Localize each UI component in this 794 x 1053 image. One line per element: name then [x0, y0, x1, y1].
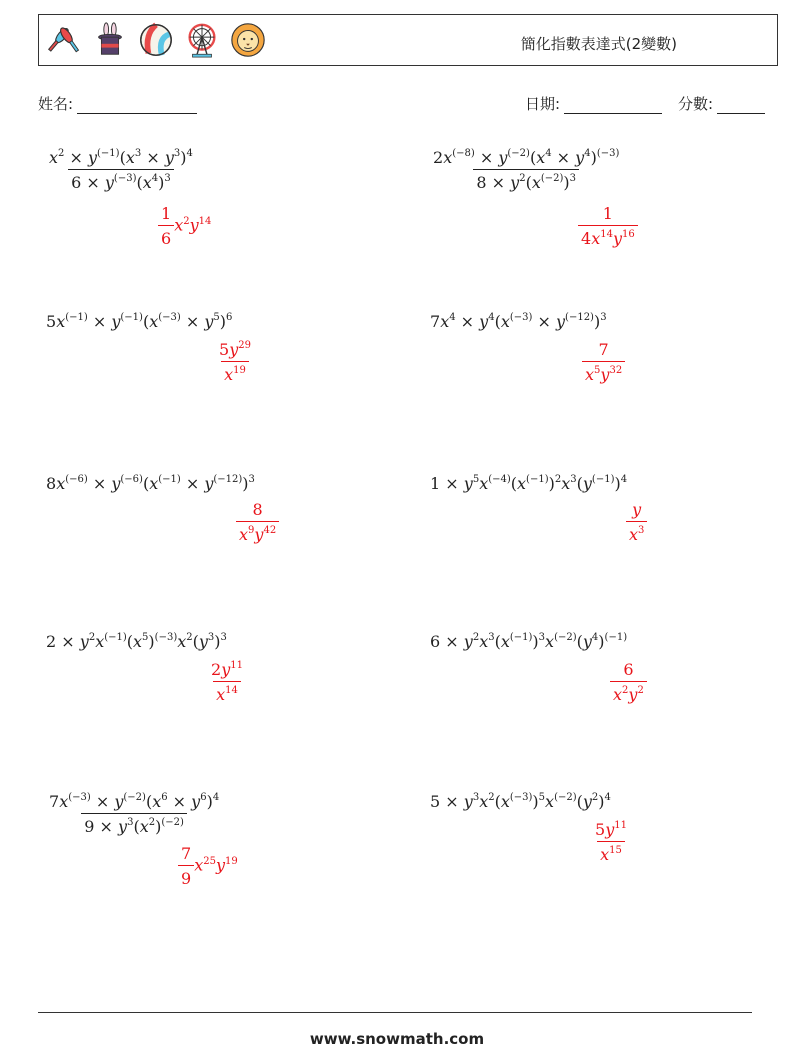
magic-hat-rabbit-icon — [91, 21, 129, 59]
answer-8: $\frac{6}{x^2y^2}$ — [610, 660, 647, 704]
answer-4: $\frac{7}{x^5y^{32}}$ — [582, 340, 625, 384]
problem-8: $6 \times y^2x^3(x^{(-1)})^3x^{(-2)}(y^4)^{(-1)}$ — [430, 632, 628, 651]
score-field — [678, 93, 765, 114]
problem-2: $\frac{2x^{(-8)} \times y^{(-2)}(x^4 \times y^4)^{(-3)}}{8 \times y^2(x^{(-2)})^3}$ — [433, 148, 620, 192]
name-field — [38, 93, 197, 114]
name-blank[interactable] — [77, 99, 197, 114]
worksheet-title: 簡化指數表達式(2變數) — [520, 35, 677, 53]
footer-url[interactable]: www.snowmath.com — [309, 1030, 485, 1048]
problem-5: $8x^{(-6)} \times y^{(-6)}(x^{(-1)} \times y^{(-12)})^3$ — [46, 474, 255, 493]
problem-4: $7x^4 \times y^4(x^{(-3)} \times y^{(-12)})^3$ — [430, 312, 607, 331]
lion-icon — [229, 21, 267, 59]
answer-10: $\frac{5y^{11}}{x^{15}}$ — [595, 820, 627, 864]
problem-6: $1 \times y^5x^{(-4)}(x^{(-1)})^2x^3(y^{(-1)})^4$ — [430, 474, 628, 493]
juggling-clubs-icon — [45, 21, 83, 59]
problem-7: $2 \times y^2x^{(-1)}(x^5)^{(-3)}x^2(y^3)^3$ — [46, 632, 227, 651]
header-icons — [45, 21, 267, 59]
answer-9: $\frac{7}{9}$ $x^{25}y^{19}$ — [178, 844, 238, 888]
answer-1: $\frac{1}{6}$ $x^2y^{14}$ — [158, 204, 211, 248]
name-label: 姓名: — [38, 95, 74, 113]
date-field — [525, 93, 662, 114]
problem-9: $\frac{7x^{(-3)} \times y^{(-2)}(x^6 \times y^6)^4}{9 \times y^3(x^2)^{(-2)}}$ — [49, 792, 220, 836]
answer-6: $\frac{y}{x^3}$ — [626, 500, 647, 544]
beach-ball-icon — [137, 21, 175, 59]
date-label: 日期: — [525, 95, 561, 113]
problem-1: $\frac{x^2 \times y^{(-1)}(x^3 \times y^3)^4}{6 \times y^{(-3)}(x^4)^3}$ — [49, 148, 193, 192]
score-blank[interactable] — [717, 99, 765, 114]
answer-2: $\frac{1}{4x^{14}y^{16}}$ — [578, 204, 638, 248]
date-blank[interactable] — [564, 99, 662, 114]
problem-3: $5x^{(-1)} \times y^{(-1)}(x^{(-3)} \times y^5)^6$ — [46, 312, 233, 331]
answer-3: $\frac{5y^{29}}{x^{19}}$ — [219, 340, 251, 384]
ferris-wheel-icon — [183, 21, 221, 59]
worksheet-header — [38, 14, 778, 66]
answer-5: $\frac{8}{x^9y^{42}}$ — [236, 500, 279, 544]
answer-7: $\frac{2y^{11}}{x^{14}}$ — [211, 660, 243, 704]
problem-10: $5 \times y^3x^2(x^{(-3)})^5x^{(-2)}(y^2)^4$ — [430, 792, 611, 811]
footer-divider — [38, 1012, 752, 1013]
score-label: 分數: — [678, 95, 714, 113]
